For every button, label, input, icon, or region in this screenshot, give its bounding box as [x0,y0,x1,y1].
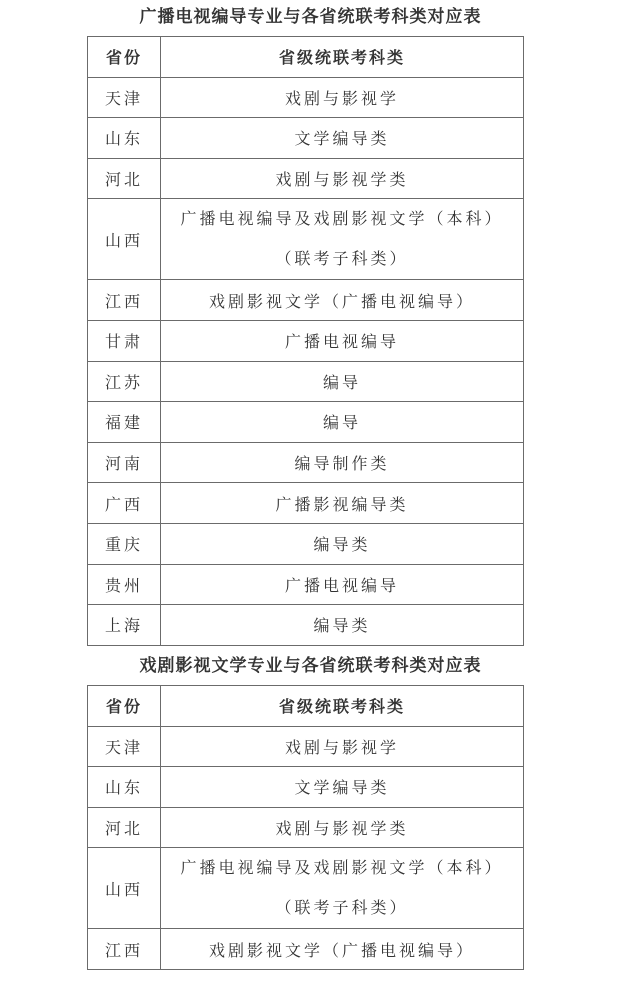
table-row [88,118,524,159]
table-row [88,848,524,929]
province-category-table-1 [87,36,524,646]
table-row [88,199,524,280]
table2-title: 戏剧影视文学专业与各省统联考科类对应表 [139,656,482,676]
province-cell: 河北 [88,807,161,848]
category-cell: 文学编导类 [161,767,524,808]
province-cell: 重庆 [88,523,161,564]
table-row [88,77,524,118]
category-line-2: （联考子科类） [275,249,409,269]
category-cell: 编导 [161,361,524,402]
category-cell: 广播电视编导 [161,320,524,361]
province-cell: 山西 [88,199,161,280]
table-header-row [88,686,524,727]
table-row [88,442,524,483]
province-cell: 江西 [88,280,161,321]
province-cell: 广西 [88,483,161,524]
category-cell: 编导类 [161,605,524,646]
table-row [88,807,524,848]
category-cell: 广播电视编导 [161,564,524,605]
category-cell: 戏剧与影视学 [161,77,524,118]
table-row [88,402,524,443]
category-cell: 编导 [161,402,524,443]
category-line-1: 广播电视编导及戏剧影视文学（本科） [180,858,504,878]
header-province: 省份 [88,686,161,727]
category-cell: 文学编导类 [161,118,524,159]
province-cell: 山东 [88,767,161,808]
category-cell: 戏剧与影视学类 [161,807,524,848]
header-province: 省份 [88,37,161,78]
province-cell: 甘肃 [88,320,161,361]
category-cell: 戏剧与影视学 [161,726,524,767]
category-cell: 戏剧与影视学类 [161,158,524,199]
table-row [88,767,524,808]
province-cell: 天津 [88,726,161,767]
category-cell: 戏剧影视文学（广播电视编导） [161,280,524,321]
category-line-1: 广播电视编导及戏剧影视文学（本科） [180,209,504,229]
header-category: 省级统联考科类 [161,686,524,727]
table-row [88,483,524,524]
header-category: 省级统联考科类 [161,37,524,78]
table-row [88,361,524,402]
province-category-table-2 [87,685,524,970]
province-cell: 天津 [88,77,161,118]
table-row [88,726,524,767]
province-cell: 贵州 [88,564,161,605]
table-row [88,929,524,970]
province-cell: 福建 [88,402,161,443]
province-cell: 山东 [88,118,161,159]
province-cell: 上海 [88,605,161,646]
table-header-row [88,37,524,78]
category-line-2: （联考子科类） [275,898,409,918]
category-cell: 广播影视编导类 [161,483,524,524]
table1-title: 广播电视编导专业与各省统联考科类对应表 [139,7,482,27]
province-cell: 河南 [88,442,161,483]
category-cell [161,199,524,280]
province-cell: 山西 [88,848,161,929]
table-row [88,605,524,646]
province-cell: 江西 [88,929,161,970]
table-row [88,280,524,321]
province-cell: 江苏 [88,361,161,402]
table-row [88,564,524,605]
category-cell: 戏剧影视文学（广播电视编导） [161,929,524,970]
province-cell: 河北 [88,158,161,199]
category-cell [161,848,524,929]
table-row [88,523,524,564]
table-row [88,158,524,199]
category-cell: 编导类 [161,523,524,564]
table-row [88,320,524,361]
category-cell: 编导制作类 [161,442,524,483]
